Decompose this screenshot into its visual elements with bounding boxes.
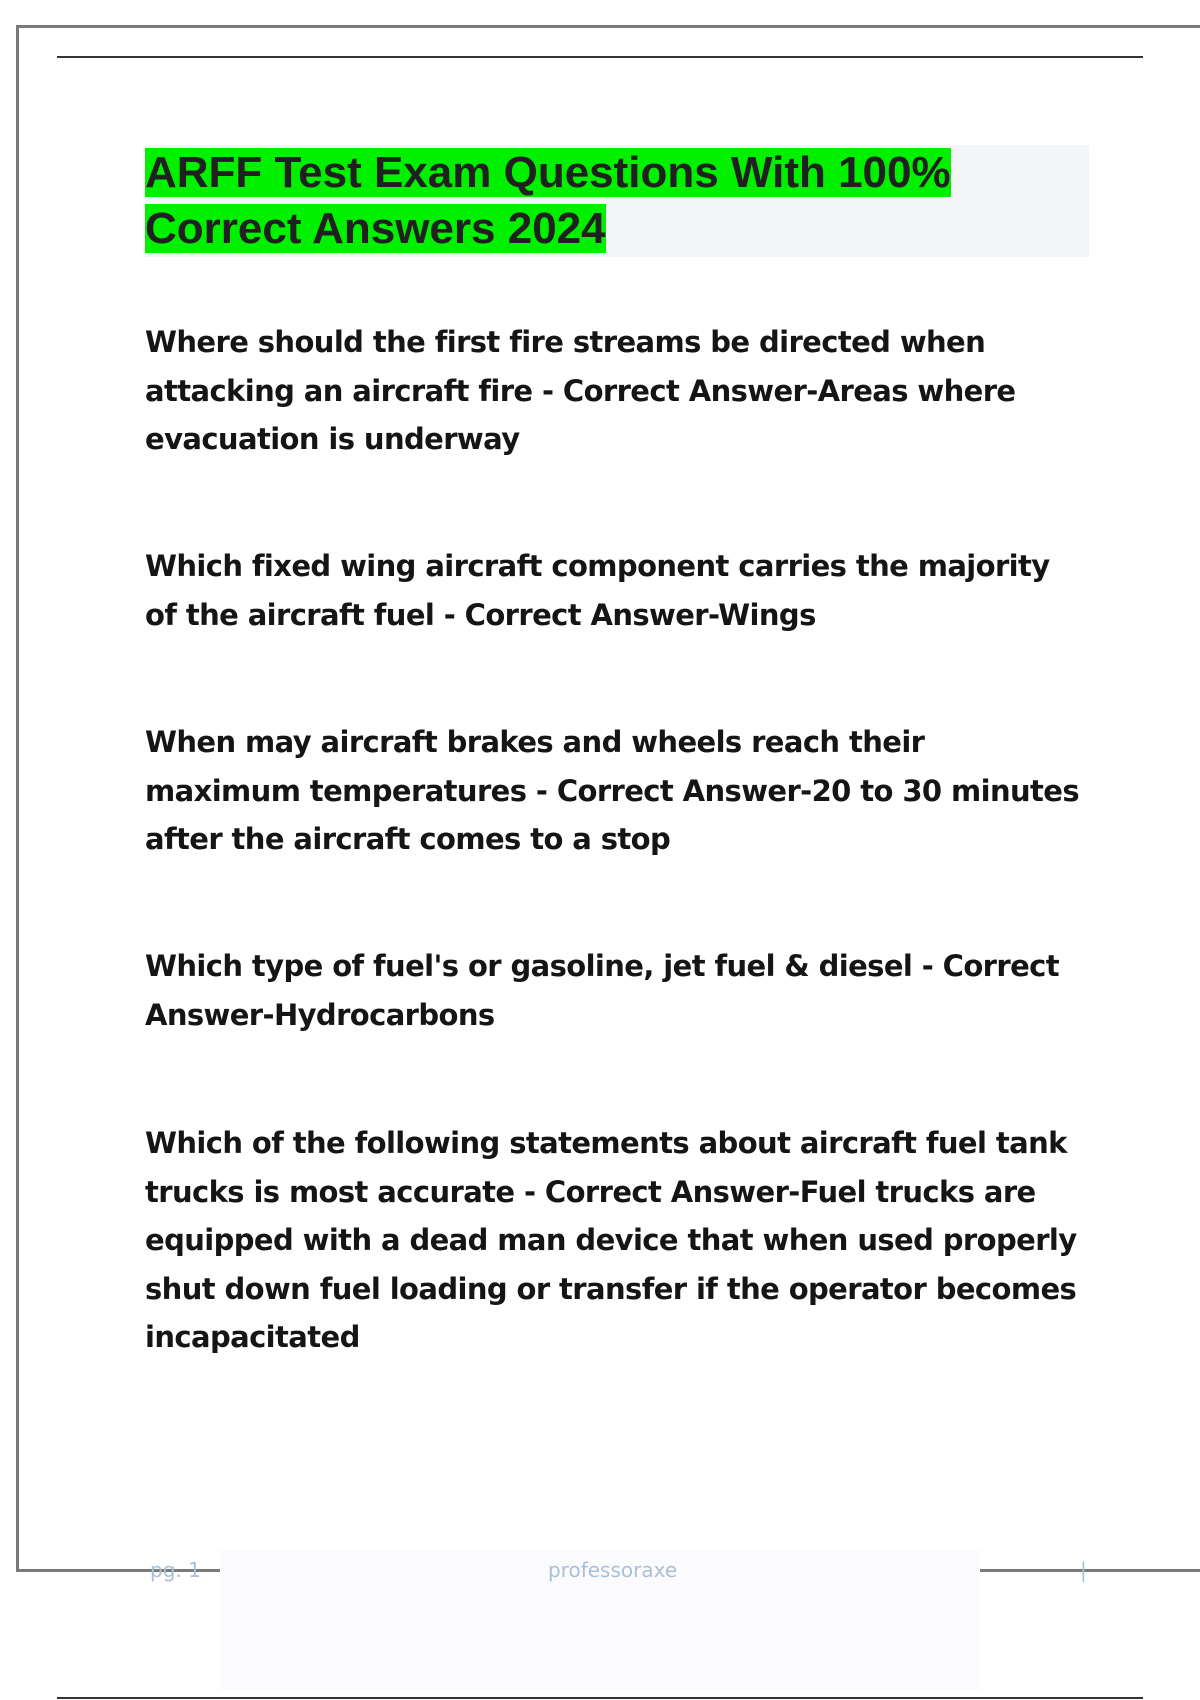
qa-item: Where should the first fire streams be directed when attacking an aircraft fire - Correct Answer-Areas where evacuation is underway (145, 325, 1016, 456)
qa-item: Which of the following statements about aircraft fuel tank trucks is most accurate - Correct Answer-Fuel trucks are equipped with a dead man device that when used properly shut down fuel loading or transfer if the operator becomes incapacitated (145, 1126, 1077, 1354)
qa-item: Which fixed wing aircraft component carries the majority of the aircraft fuel - Correct Answer-Wings (145, 549, 1050, 632)
qa-item: When may aircraft brakes and wheels reach their maximum temperatures - Correct Answer-20 to 30 minutes after the aircraft comes to a stop (145, 725, 1080, 856)
document-title (145, 145, 1089, 257)
qa-item: Which type of fuel's or gasoline, jet fuel & diesel - Correct Answer-Hydrocarbons (145, 949, 1060, 1032)
page-number: pg. 1 (150, 1558, 201, 1582)
footer-author: professoraxe (548, 1558, 678, 1582)
bottom-rule (57, 1697, 1143, 1699)
top-rule (57, 56, 1143, 58)
footer-mark: | (1080, 1558, 1087, 1582)
title-block (145, 145, 1089, 257)
title-line-1: ARFF Test Exam Questions With 100% (145, 148, 951, 197)
title-line-2: Correct Answers 2024 (145, 204, 606, 253)
